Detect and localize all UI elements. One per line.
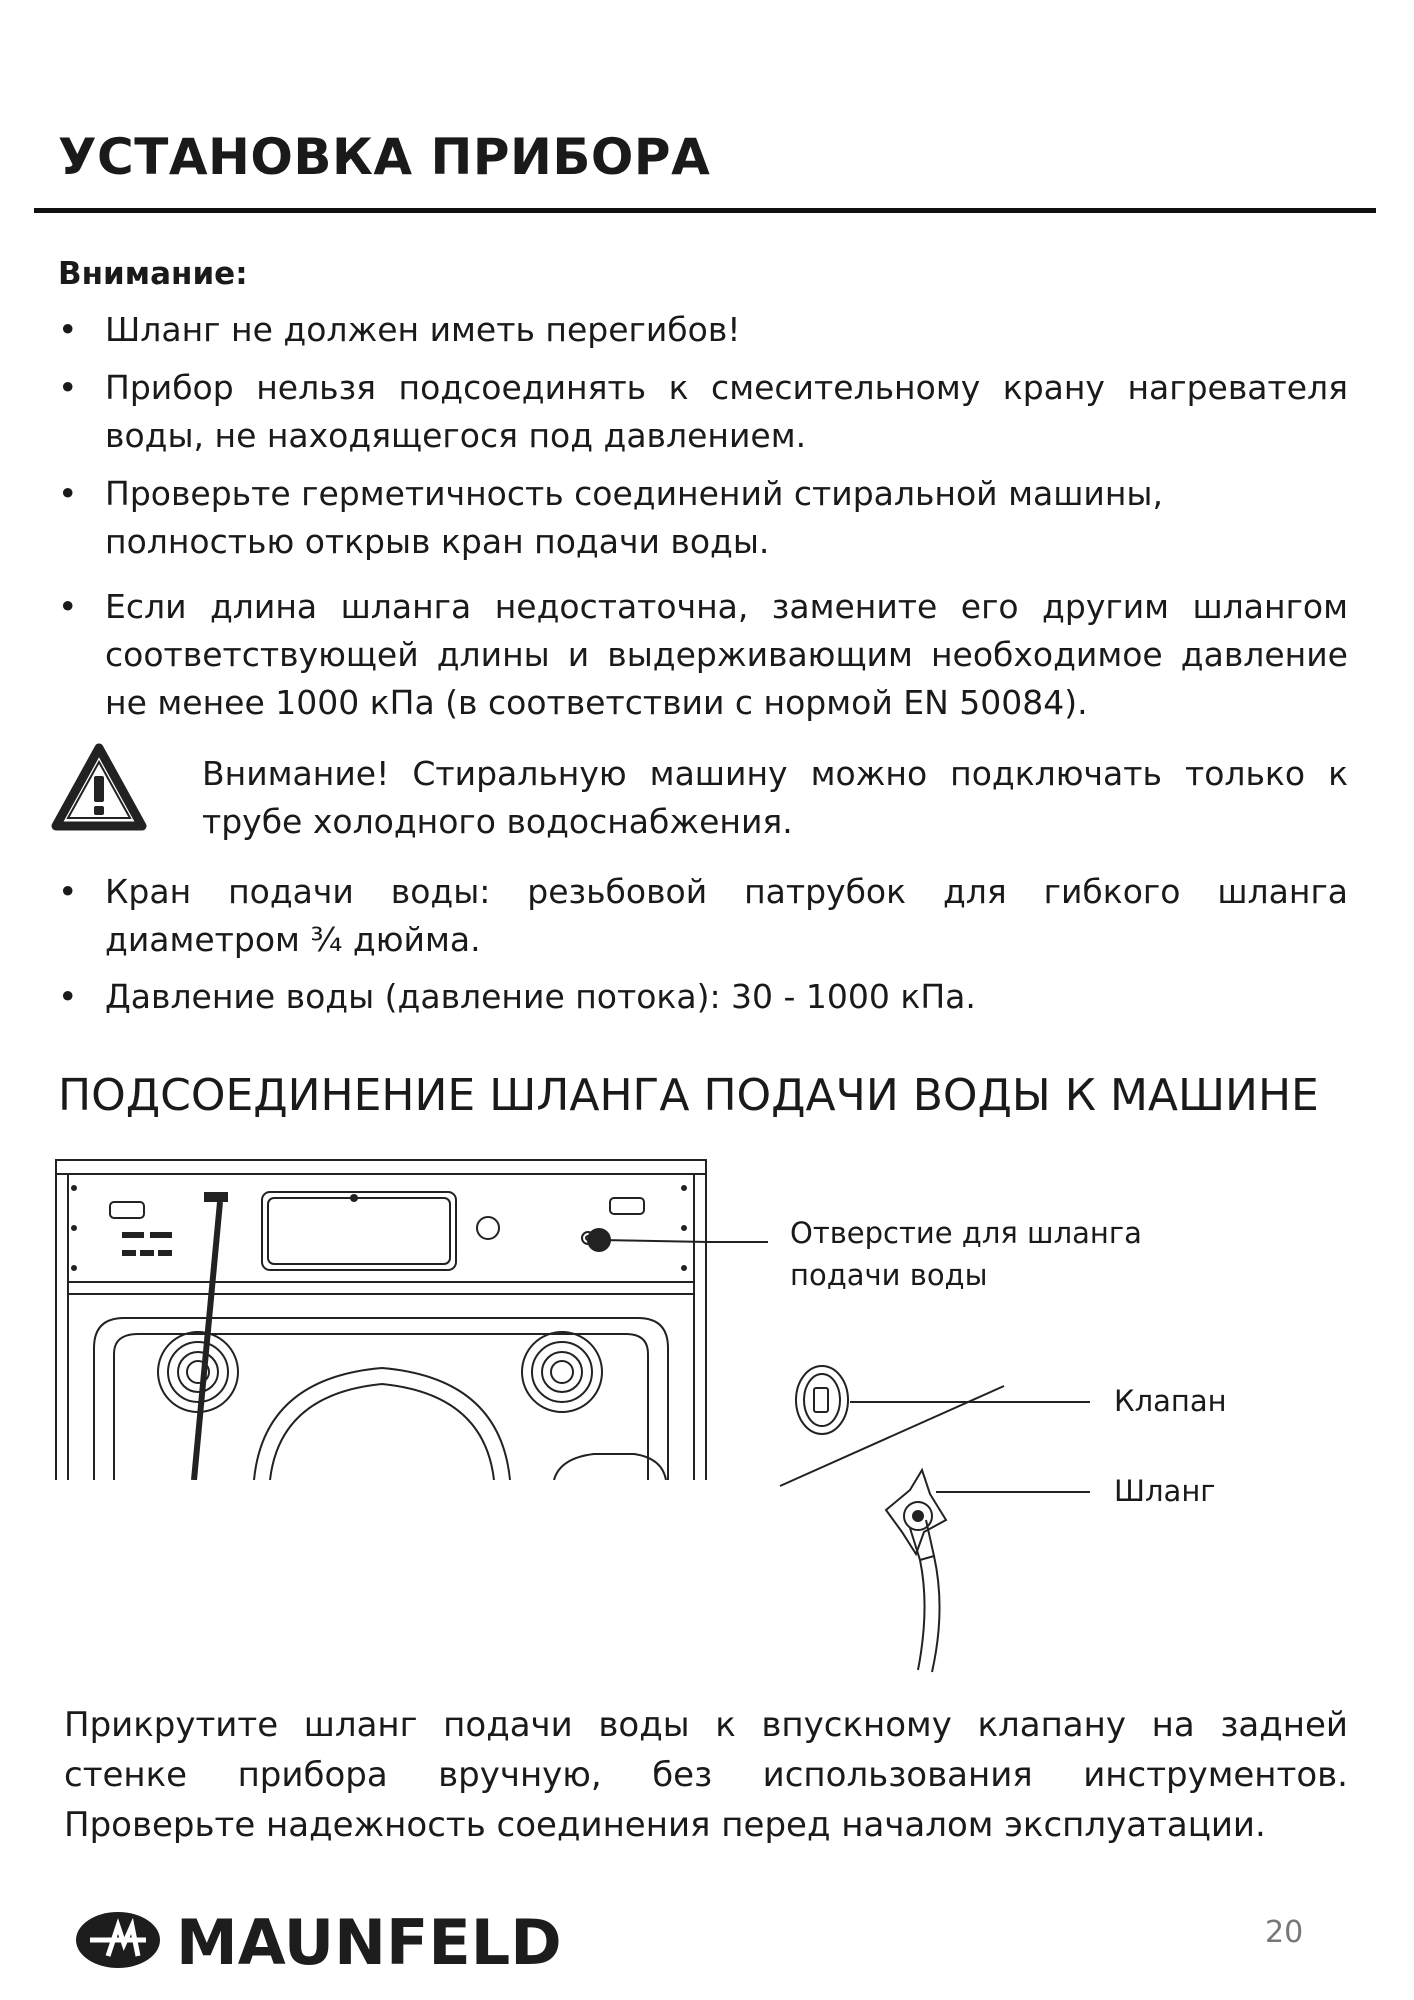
page-title: УСТАНОВКА ПРИБОРА: [58, 128, 711, 186]
machine-back-diagram: [54, 1158, 708, 1480]
inlet-label-line1: Отверстие для шланга: [790, 1216, 1142, 1250]
title-divider: [34, 208, 1376, 213]
warning-triangle-icon: [50, 742, 148, 834]
bullet-dot: •: [58, 872, 78, 911]
bullet-text: Если длина шланга недостаточна, замените его другим шлангом соответствующей длины и выдерживающим необходимое давление не менее 1000 кПа (в соответствии с нормой EN 50084).: [105, 587, 1348, 722]
bullet-dot: •: [58, 310, 78, 349]
inlet-leader-line: [708, 1232, 768, 1252]
instruction-paragraph: Прикрутите шланг подачи воды к впускному клапану на задней стенке прибора вручную, без использования инструментов. Проверьте надежность соединения перед началом эксплуатации.: [64, 1705, 1348, 1845]
hose-label: Шланг: [1114, 1474, 1216, 1508]
section-title: ПОДСОЕДИНЕНИЕ ШЛАНГА ПОДАЧИ ВОДЫ К МАШИНЕ: [58, 1070, 1319, 1121]
bullet-dot: •: [58, 474, 78, 513]
inlet-label-line2: подачи воды: [790, 1258, 988, 1292]
valve-label: Клапан: [1114, 1384, 1227, 1418]
bullet-dot: •: [58, 977, 78, 1016]
brand-name: MAUNFELD: [176, 1906, 562, 1974]
bullet-text: Проверьте герметичность соединений стиральной машины, полностью открыв кран подачи воды.: [105, 474, 1163, 561]
bullet-text: Прибор нельзя подсоединять к смесительному крану нагревателя воды, не находящегося под давлением.: [105, 368, 1348, 455]
bullet-dot: •: [58, 368, 78, 407]
bullet-text: Давление воды (давление потока): 30 - 1000 кПа.: [105, 977, 976, 1016]
warning-text: Внимание! Стиральную машину можно подключать только к трубе холодного водоснабжения.: [202, 754, 1348, 841]
maunfeld-logo-icon: [74, 1904, 594, 1974]
bullet-text: Шланг не должен иметь перегибов!: [105, 310, 741, 349]
bullet-dot: •: [58, 587, 78, 626]
page-number: 20: [1265, 1915, 1304, 1950]
attention-label: Внимание:: [58, 256, 248, 292]
bullet-text: Кран подачи воды: резьбовой патрубок для гибкого шланга диаметром ¾ дюйма.: [105, 872, 1348, 959]
valve-hose-detail: [760, 1360, 1100, 1680]
